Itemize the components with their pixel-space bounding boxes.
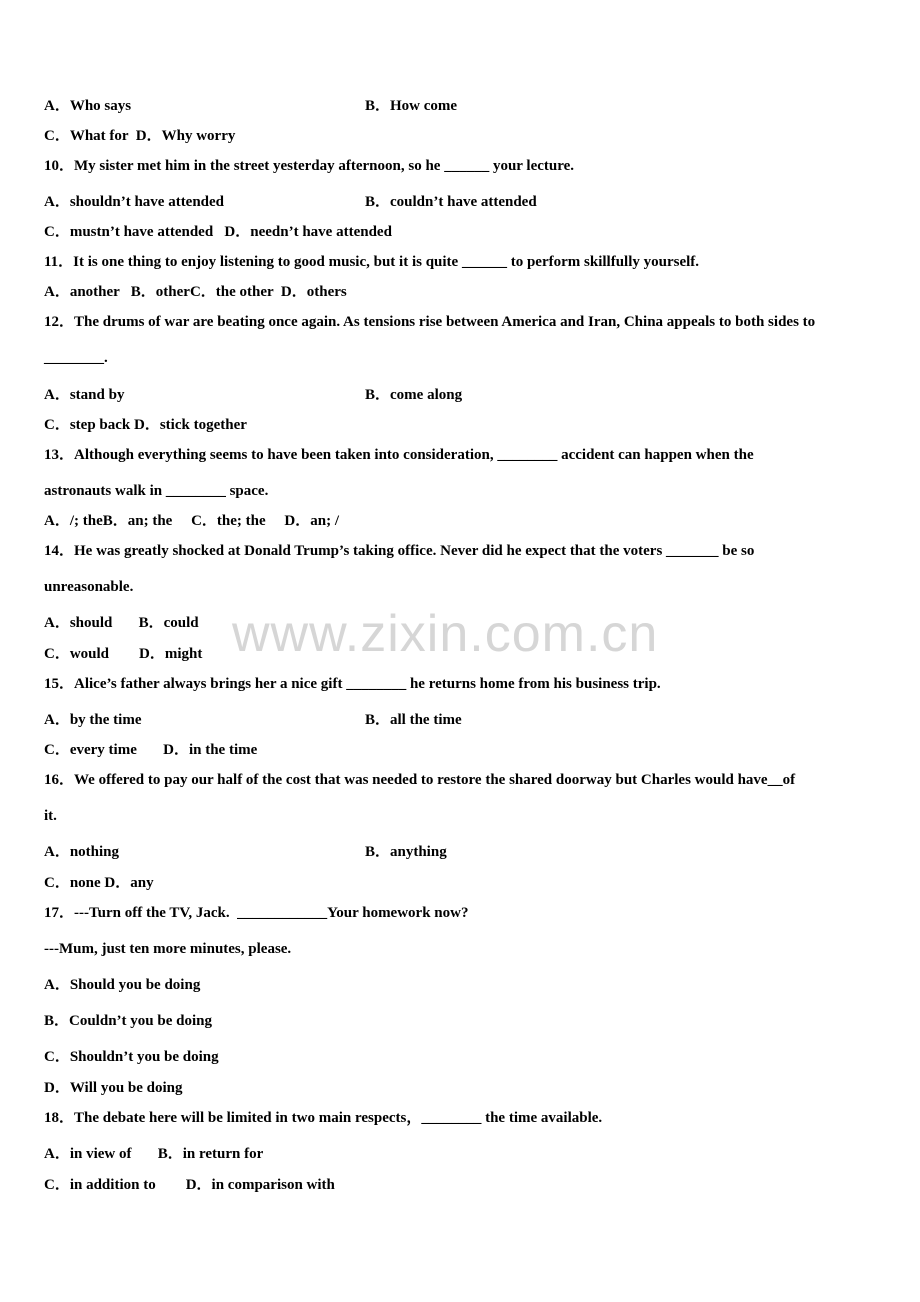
text-line: A．Who says (44, 98, 132, 114)
text-line: C．step back D．stick together (44, 417, 247, 433)
option-right-column: B．come along (365, 387, 463, 403)
text-line: C．What for D．Why worry (44, 128, 236, 144)
text-line: A．shouldn’t have attended (44, 194, 225, 210)
text-line: C．every time D．in the time (44, 742, 258, 758)
option-right-column: B．couldn’t have attended (365, 194, 537, 210)
option-right-column: B．anything (365, 844, 447, 860)
text-line: C．in addition to D．in comparison with (44, 1177, 335, 1193)
text-line: A．should B．could (44, 615, 199, 631)
text-line: C．mustn’t have attended D．needn’t have attended (44, 224, 392, 240)
text-line: D．Will you be doing (44, 1080, 183, 1096)
text-line: 17．---Turn off the TV, Jack. ____________Your homework now? (44, 905, 469, 921)
text-line: astronauts walk in ________ space. (44, 483, 269, 499)
text-line: 16．We offered to pay our half of the cost that was needed to restore the shared doorway but Charles would have__of (44, 772, 796, 788)
text-line: 15．Alice’s father always brings her a nice gift ________ he returns home from his business trip. (44, 676, 661, 692)
text-line: A．stand by (44, 387, 125, 403)
text-line: C．none D．any (44, 875, 154, 891)
text-line: B．Couldn’t you be doing (44, 1013, 212, 1029)
text-line: 11．It is one thing to enjoy listening to good music, but it is quite ______ to perform skillfully yourself. (44, 254, 700, 270)
text-line: 18．The debate here will be limited in two main respects，________ the time available. (44, 1110, 603, 1126)
text-line: ---Mum, just ten more minutes, please. (44, 941, 292, 957)
text-line: A．nothing (44, 844, 120, 860)
text-line: A．Should you be doing (44, 977, 201, 993)
text-line: 12．The drums of war are beating once again. As tensions rise between America and Iran, China appeals to both sides to (44, 314, 816, 330)
watermark: www.zixin.com.cn (232, 605, 659, 663)
text-line: it. (44, 808, 57, 824)
text-line: 10．My sister met him in the street yesterday afternoon, so he ______ your lecture. (44, 158, 575, 174)
text-line: A．another B．otherC．the other D．others (44, 284, 347, 300)
text-line: 13．Although everything seems to have been taken into consideration, ________ accident can happen when the (44, 447, 754, 463)
option-right-column: B．all the time (365, 712, 462, 728)
text-line: C．Shouldn’t you be doing (44, 1049, 219, 1065)
text-line: C．would D．might (44, 646, 203, 662)
text-line: 14．He was greatly shocked at Donald Trump’s taking office. Never did he expect that the voters _______ be so (44, 543, 755, 559)
text-line: A．by the time (44, 712, 142, 728)
text-line: unreasonable. (44, 579, 134, 595)
text-line: ________. (44, 350, 108, 366)
text-line: A．/; theB．an; the C．the; the D．an; / (44, 513, 339, 529)
text-line: A．in view of B．in return for (44, 1146, 264, 1162)
option-right-column: B．How come (365, 98, 458, 114)
